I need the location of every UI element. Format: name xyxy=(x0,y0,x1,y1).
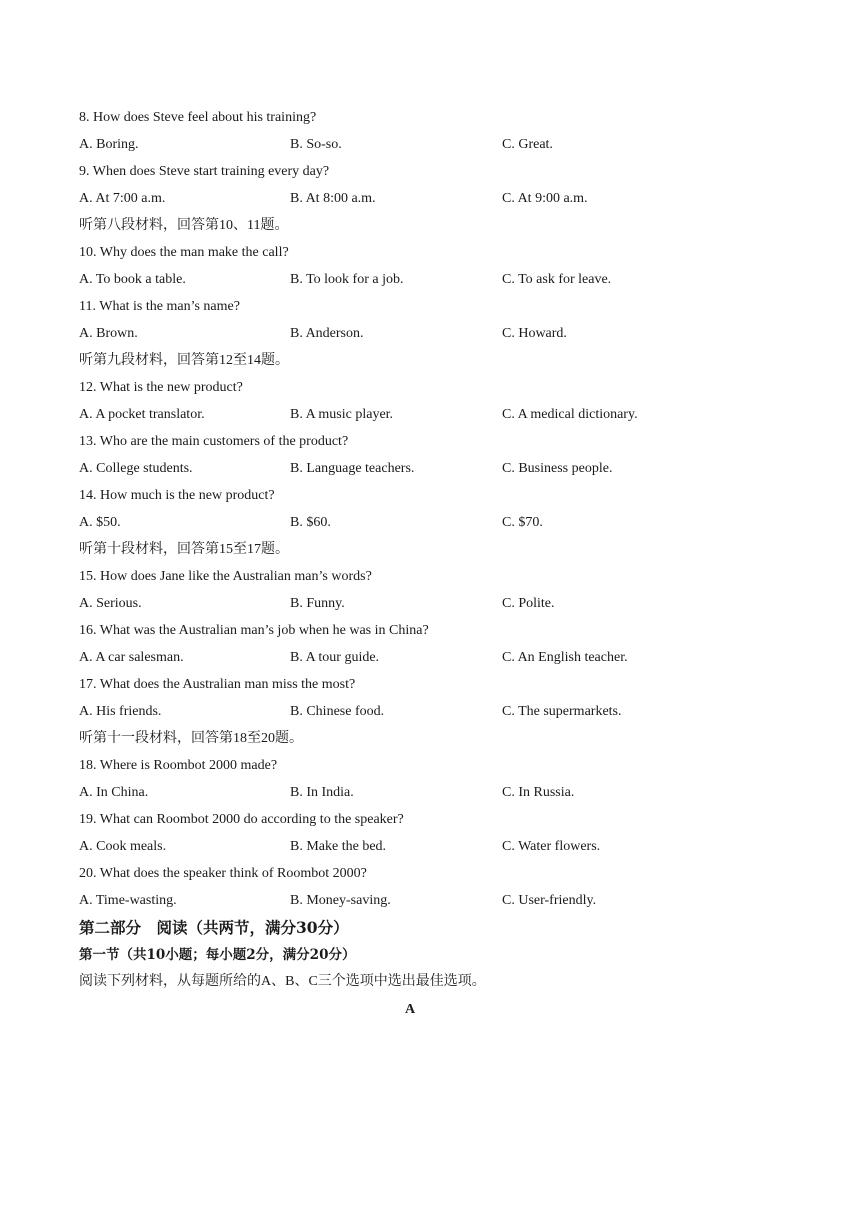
question-8: 8. How does Steve feel about his training? xyxy=(79,110,317,125)
q12-option-b: B. A music player. xyxy=(290,407,394,422)
q9-option-b: B. At 8:00 a.m. xyxy=(290,191,376,206)
q15-option-b: B. Funny. xyxy=(290,596,345,611)
q11-option-b: B. Anderson. xyxy=(290,326,364,341)
q15-option-c: C. Polite. xyxy=(502,596,555,611)
q17-option-a: A. His friends. xyxy=(79,704,162,719)
q20-option-b: B. Money-saving. xyxy=(290,893,391,908)
question-17: 17. What does the Australian man miss the most? xyxy=(79,677,356,692)
question-20: 20. What does the speaker think of Roombot 2000? xyxy=(79,866,367,881)
segment-9-instruction: 听第九段材料，回答第12至14题。 xyxy=(79,353,289,368)
q20-option-c: C. User-friendly. xyxy=(502,893,597,908)
question-11: 11. What is the man’s name? xyxy=(79,299,240,314)
q10-option-c: C. To ask for leave. xyxy=(502,272,612,287)
q8-option-a: A. Boring. xyxy=(79,137,139,152)
passage-label: A xyxy=(404,1002,416,1017)
q18-option-a: A. In China. xyxy=(79,785,149,800)
q13-option-b: B. Language teachers. xyxy=(290,461,415,476)
q9-option-a: A. At 7:00 a.m. xyxy=(79,191,166,206)
section-1-title: 第一节（共10小题；每小题2分，满分20分） xyxy=(79,947,356,963)
q16-option-c: C. An English teacher. xyxy=(502,650,628,665)
question-12: 12. What is the new product? xyxy=(79,380,243,395)
q13-option-a: A. College students. xyxy=(79,461,193,476)
q10-option-a: A. To book a table. xyxy=(79,272,186,287)
question-19: 19. What can Roombot 2000 do according to the speaker? xyxy=(79,812,404,827)
q17-option-c: C. The supermarkets. xyxy=(502,704,622,719)
q17-option-b: B. Chinese food. xyxy=(290,704,385,719)
q11-option-c: C. Howard. xyxy=(502,326,567,341)
q13-option-c: C. Business people. xyxy=(502,461,613,476)
q16-option-a: A. A car salesman. xyxy=(79,650,184,665)
question-13: 13. Who are the main customers of the product? xyxy=(79,434,349,449)
q14-option-c: C. $70. xyxy=(502,515,543,530)
q12-option-a: A. A pocket translator. xyxy=(79,407,205,422)
q16-option-b: B. A tour guide. xyxy=(290,650,380,665)
segment-11-instruction: 听第十一段材料，回答第18至20题。 xyxy=(79,731,303,746)
question-10: 10. Why does the man make the call? xyxy=(79,245,289,260)
q18-option-c: C. In Russia. xyxy=(502,785,575,800)
segment-8-instruction: 听第八段材料，回答第10、11题。 xyxy=(79,218,289,233)
question-9: 9. When does Steve start training every day? xyxy=(79,164,330,179)
q19-option-a: A. Cook meals. xyxy=(79,839,167,854)
q8-option-c: C. Great. xyxy=(502,137,553,152)
q14-option-a: A. $50. xyxy=(79,515,121,530)
reading-direction: 阅读下列材料，从每题所给的A、B、C三个选项中选出最佳选项。 xyxy=(79,974,486,989)
q12-option-c: C. A medical dictionary. xyxy=(502,407,638,422)
q8-option-b: B. So-so. xyxy=(290,137,342,152)
question-18: 18. Where is Roombot 2000 made? xyxy=(79,758,278,773)
q19-option-c: C. Water flowers. xyxy=(502,839,601,854)
question-16: 16. What was the Australian man’s job when he was in China? xyxy=(79,623,429,638)
q20-option-a: A. Time-wasting. xyxy=(79,893,177,908)
q9-option-c: C. At 9:00 a.m. xyxy=(502,191,588,206)
q14-option-b: B. $60. xyxy=(290,515,331,530)
segment-10-instruction: 听第十段材料，回答第15至17题。 xyxy=(79,542,289,557)
q10-option-b: B. To look for a job. xyxy=(290,272,404,287)
question-14: 14. How much is the new product? xyxy=(79,488,275,503)
q18-option-b: B. In India. xyxy=(290,785,354,800)
question-15: 15. How does Jane like the Australian man’s words? xyxy=(79,569,372,584)
part-2-title: 第二部分 阅读（共两节，满分30分） xyxy=(79,918,349,937)
q11-option-a: A. Brown. xyxy=(79,326,138,341)
q19-option-b: B. Make the bed. xyxy=(290,839,387,854)
q15-option-a: A. Serious. xyxy=(79,596,142,611)
